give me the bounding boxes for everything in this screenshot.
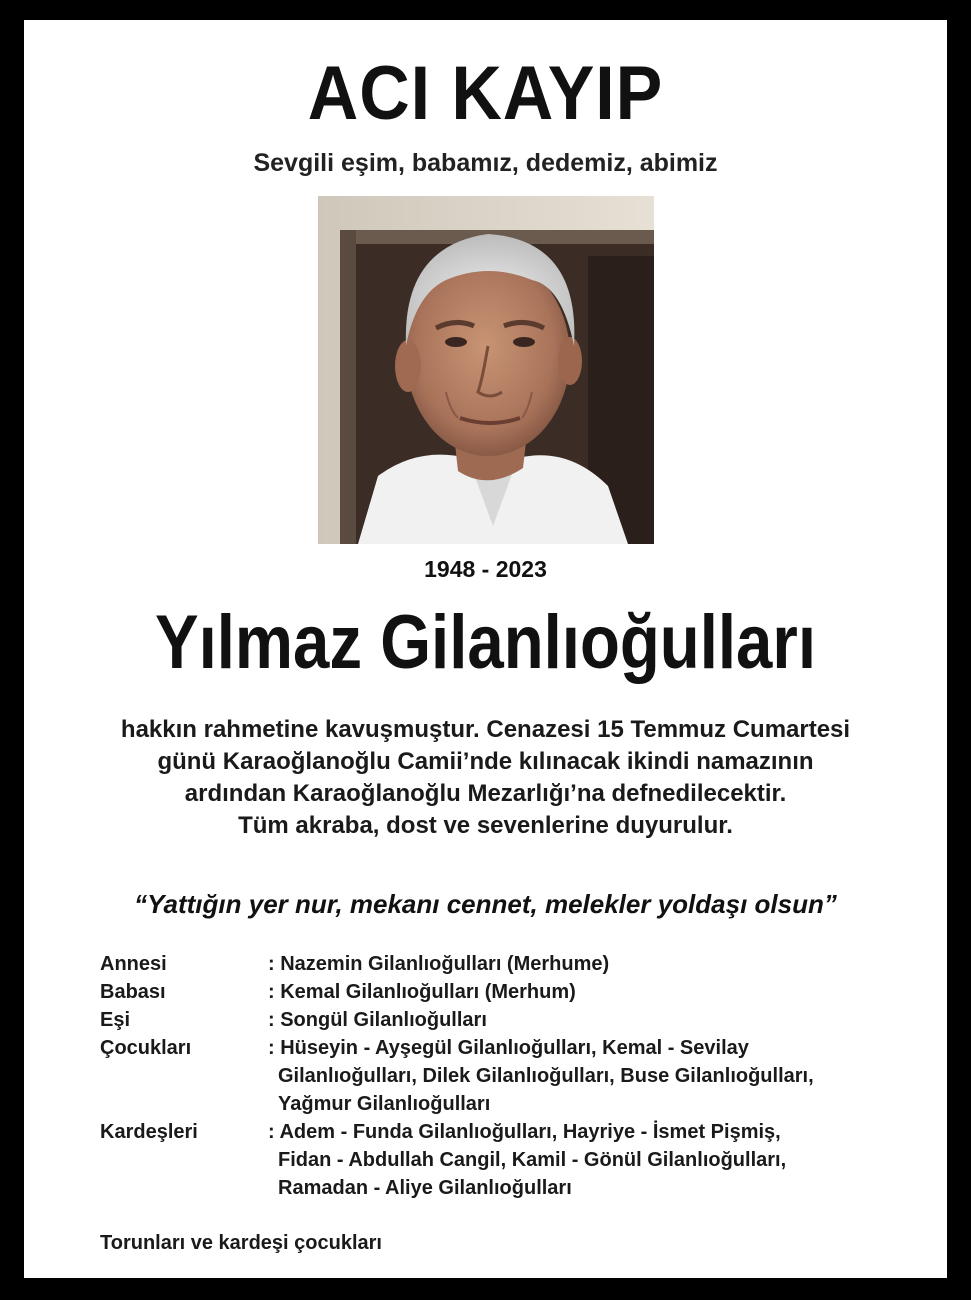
family-row-father [100,978,900,1006]
family-row-children [100,1034,900,1118]
family-line: Yağmur Gilanlıoğulları [278,1093,491,1115]
family-list [100,950,900,1202]
family-row-mother [100,950,900,978]
family-value [268,978,900,1006]
announcement-text [64,714,907,842]
family-line: : Hüseyin - Ayşegül Gilanlıoğulları, Kemal - Sevilay [268,1037,749,1059]
notice-heading: ACI KAYIP [307,51,664,136]
family-line: : Nazemin Gilanlıoğulları (Merhume) [268,953,610,975]
family-line: : Adem - Funda Gilanlıoğulları, Hayriye - İsmet Pişmiş, [268,1121,781,1143]
family-row-siblings [100,1118,900,1202]
family-label: Annesi [100,953,167,975]
portrait-image [318,196,654,544]
portrait-photo [318,196,654,544]
family-line: : Kemal Gilanlıoğulları (Merhum) [268,981,576,1003]
announcement-line: ardından Karaoğlanoğlu Mezarlığı’na defnedilecektir. [184,780,787,807]
announcement-line: günü Karaoğlanoğlu Camii’nde kılınacak ikindi namazının [157,748,814,775]
announcement-line: Tüm akraba, dost ve sevenlerine duyurulur. [238,812,733,839]
family-line: Fidan - Abdullah Cangil, Kamil - Gönül Gilanlıoğulları, [278,1149,787,1171]
family-label: Babası [100,981,166,1003]
grandchildren-note: Torunları ve kardeşi çocukları [100,1232,382,1254]
family-value [268,1118,900,1202]
family-row-spouse [100,1006,900,1034]
prayer-quote: “Yattığın yer nur, mekanı cennet, melekler yoldaşı olsun” [134,889,837,919]
family-line: Gilanlıoğulları, Dilek Gilanlıoğulları, Buse Gilanlıoğulları, [278,1065,814,1087]
family-value [268,1034,900,1118]
family-label: Kardeşleri [100,1121,198,1143]
obituary-notice [24,20,947,1278]
family-label: Çocukları [100,1037,192,1059]
family-line: Ramadan - Aliye Gilanlıoğulları [278,1177,572,1199]
announcement-line: hakkın rahmetine kavuşmuştur. Cenazesi 15 Temmuz Cumartesi [120,716,851,743]
family-value [268,950,900,978]
family-value [268,1006,900,1034]
deceased-name: Yılmaz Gilanlıoğulları [154,600,816,685]
family-label: Eşi [100,1009,131,1031]
notice-subtitle: Sevgili eşim, babamız, dedemiz, abimiz [253,149,718,177]
family-line: : Songül Gilanlıoğulları [268,1009,487,1031]
life-years: 1948 - 2023 [424,556,547,582]
